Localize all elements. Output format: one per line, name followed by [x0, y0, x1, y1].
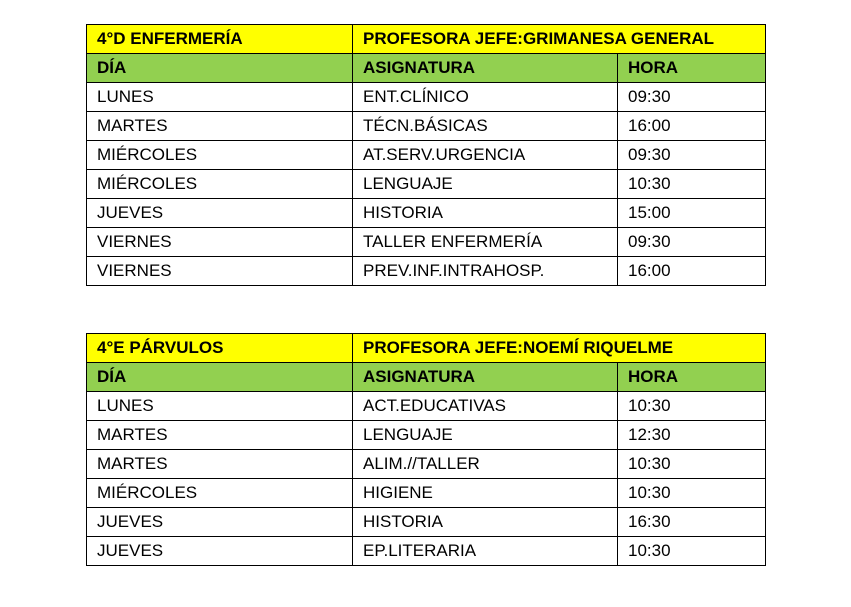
cell-subject: ACT.EDUCATIVAS: [353, 392, 618, 421]
cell-subject: PREV.INF.INTRAHOSP.: [353, 257, 618, 286]
teacher-name: PROFESORA JEFE:NOEMÍ RIQUELME: [353, 334, 766, 363]
cell-day: LUNES: [87, 83, 353, 112]
cell-time: 16:00: [618, 257, 766, 286]
cell-subject: ALIM.//TALLER: [353, 450, 618, 479]
cell-time: 12:30: [618, 421, 766, 450]
cell-time: 09:30: [618, 228, 766, 257]
cell-day: LUNES: [87, 392, 353, 421]
table-title-row: [87, 25, 766, 54]
cell-time: 16:30: [618, 508, 766, 537]
cell-subject: TÉCN.BÁSICAS: [353, 112, 618, 141]
cell-day: JUEVES: [87, 199, 353, 228]
cell-day: VIERNES: [87, 257, 353, 286]
cell-day: MARTES: [87, 450, 353, 479]
header-subject: ASIGNATURA: [353, 54, 618, 83]
cell-time: 10:30: [618, 392, 766, 421]
schedule-table-enfermeria: [86, 24, 766, 286]
course-name: 4°E PÁRVULOS: [87, 334, 353, 363]
teacher-name: PROFESORA JEFE:GRIMANESA GENERAL: [353, 25, 766, 54]
table-row: [87, 228, 766, 257]
cell-time: 09:30: [618, 141, 766, 170]
header-time: HORA: [618, 54, 766, 83]
cell-subject: LENGUAJE: [353, 170, 618, 199]
cell-time: 16:00: [618, 112, 766, 141]
header-day: DÍA: [87, 54, 353, 83]
table-row: [87, 170, 766, 199]
cell-time: 10:30: [618, 537, 766, 566]
table-row: [87, 421, 766, 450]
table-row: [87, 450, 766, 479]
cell-subject: LENGUAJE: [353, 421, 618, 450]
table-row: [87, 112, 766, 141]
cell-time: 09:30: [618, 83, 766, 112]
cell-subject: EP.LITERARIA: [353, 537, 618, 566]
cell-subject: ENT.CLÍNICO: [353, 83, 618, 112]
cell-day: MARTES: [87, 112, 353, 141]
cell-subject: HISTORIA: [353, 508, 618, 537]
schedule-table-parvulos: [86, 333, 766, 566]
cell-day: JUEVES: [87, 508, 353, 537]
cell-subject: HIGIENE: [353, 479, 618, 508]
table-row: [87, 537, 766, 566]
cell-day: VIERNES: [87, 228, 353, 257]
cell-subject: TALLER ENFERMERÍA: [353, 228, 618, 257]
table-row: [87, 508, 766, 537]
cell-time: 15:00: [618, 199, 766, 228]
course-name: 4°D ENFERMERÍA: [87, 25, 353, 54]
table-header-row: [87, 363, 766, 392]
table-row: [87, 257, 766, 286]
table-row: [87, 392, 766, 421]
cell-day: MIÉRCOLES: [87, 479, 353, 508]
cell-subject: AT.SERV.URGENCIA: [353, 141, 618, 170]
table-title-row: [87, 334, 766, 363]
header-subject: ASIGNATURA: [353, 363, 618, 392]
cell-time: 10:30: [618, 479, 766, 508]
table-row: [87, 479, 766, 508]
cell-day: MARTES: [87, 421, 353, 450]
table-row: [87, 83, 766, 112]
cell-day: JUEVES: [87, 537, 353, 566]
cell-time: 10:30: [618, 450, 766, 479]
cell-subject: HISTORIA: [353, 199, 618, 228]
table-row: [87, 141, 766, 170]
header-day: DÍA: [87, 363, 353, 392]
table-row: [87, 199, 766, 228]
header-time: HORA: [618, 363, 766, 392]
table-header-row: [87, 54, 766, 83]
cell-time: 10:30: [618, 170, 766, 199]
cell-day: MIÉRCOLES: [87, 170, 353, 199]
cell-day: MIÉRCOLES: [87, 141, 353, 170]
